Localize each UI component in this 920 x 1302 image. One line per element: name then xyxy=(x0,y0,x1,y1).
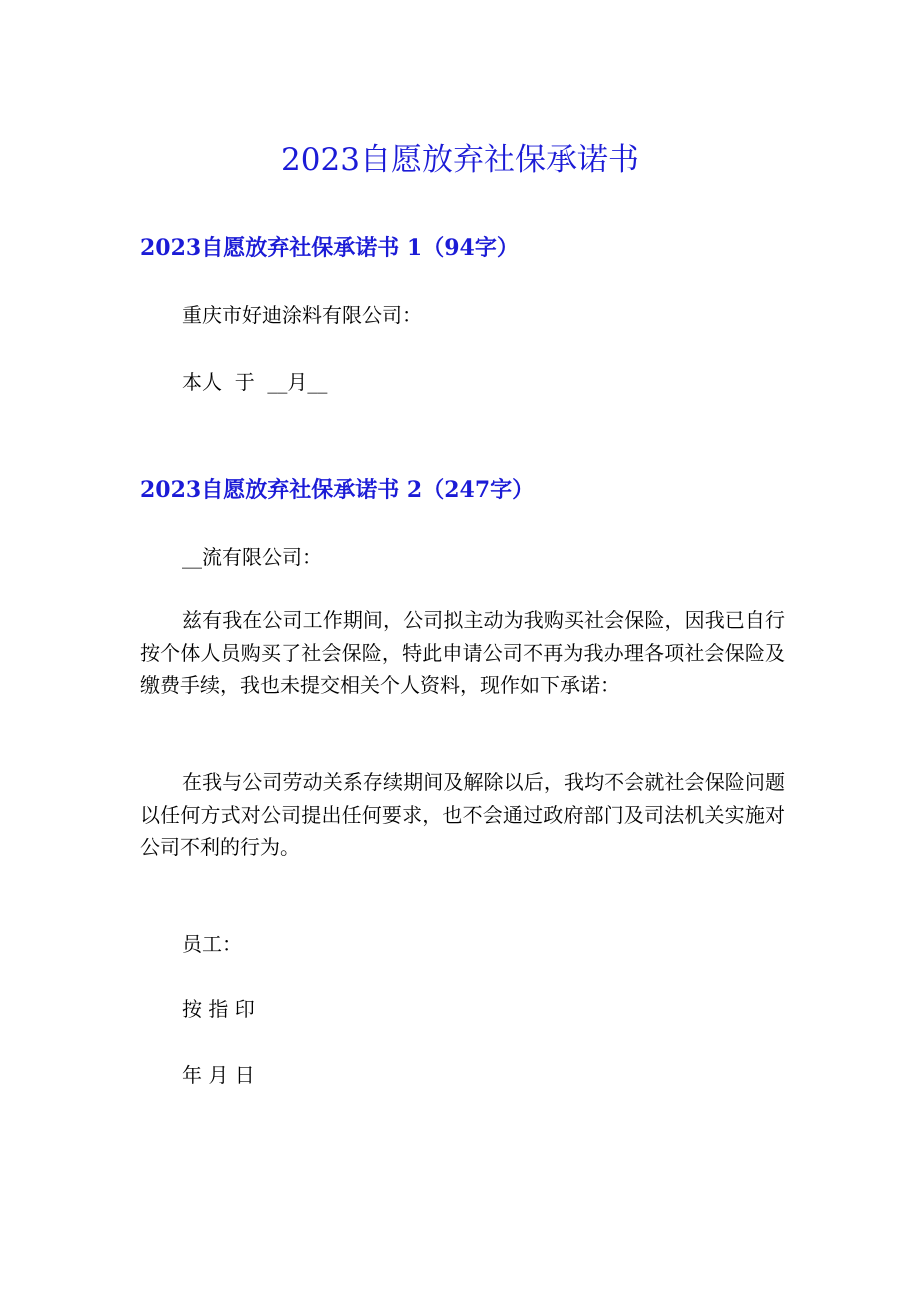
signature-fingerprint-label: 按 指 印 xyxy=(182,997,255,1021)
section-1-body: 本人 于 __月__ xyxy=(182,370,328,394)
section-2-paragraph-2: 在我与公司劳动关系存续期间及解除以后，我均不会就社会保险问题以任何方式对公司提出任何要求，也不会通过政府部门及司法机关实施对公司不利的行为。 xyxy=(140,770,785,859)
section-1-heading: 2023自愿放弃社保承诺书 1（94字） xyxy=(140,235,519,261)
signature-date-label: 年 月 日 xyxy=(182,1063,255,1087)
section-2-paragraph-1: 兹有我在公司工作期间，公司拟主动为我购买社会保险，因我已自行按个体人员购买了社会保险，特此申请公司不再为我办理各项社会保险及缴费手续，我也未提交相关个人资料，现作如下承诺： xyxy=(140,608,785,697)
section-1-addressee: 重庆市好迪涂料有限公司： xyxy=(182,303,422,327)
document-title: 2023自愿放弃社保承诺书 xyxy=(281,142,639,178)
signature-employee-label: 员工： xyxy=(182,932,242,956)
section-2-heading: 2023自愿放弃社保承诺书 2（247字） xyxy=(140,477,535,503)
section-2-addressee: __流有限公司： xyxy=(182,545,322,569)
